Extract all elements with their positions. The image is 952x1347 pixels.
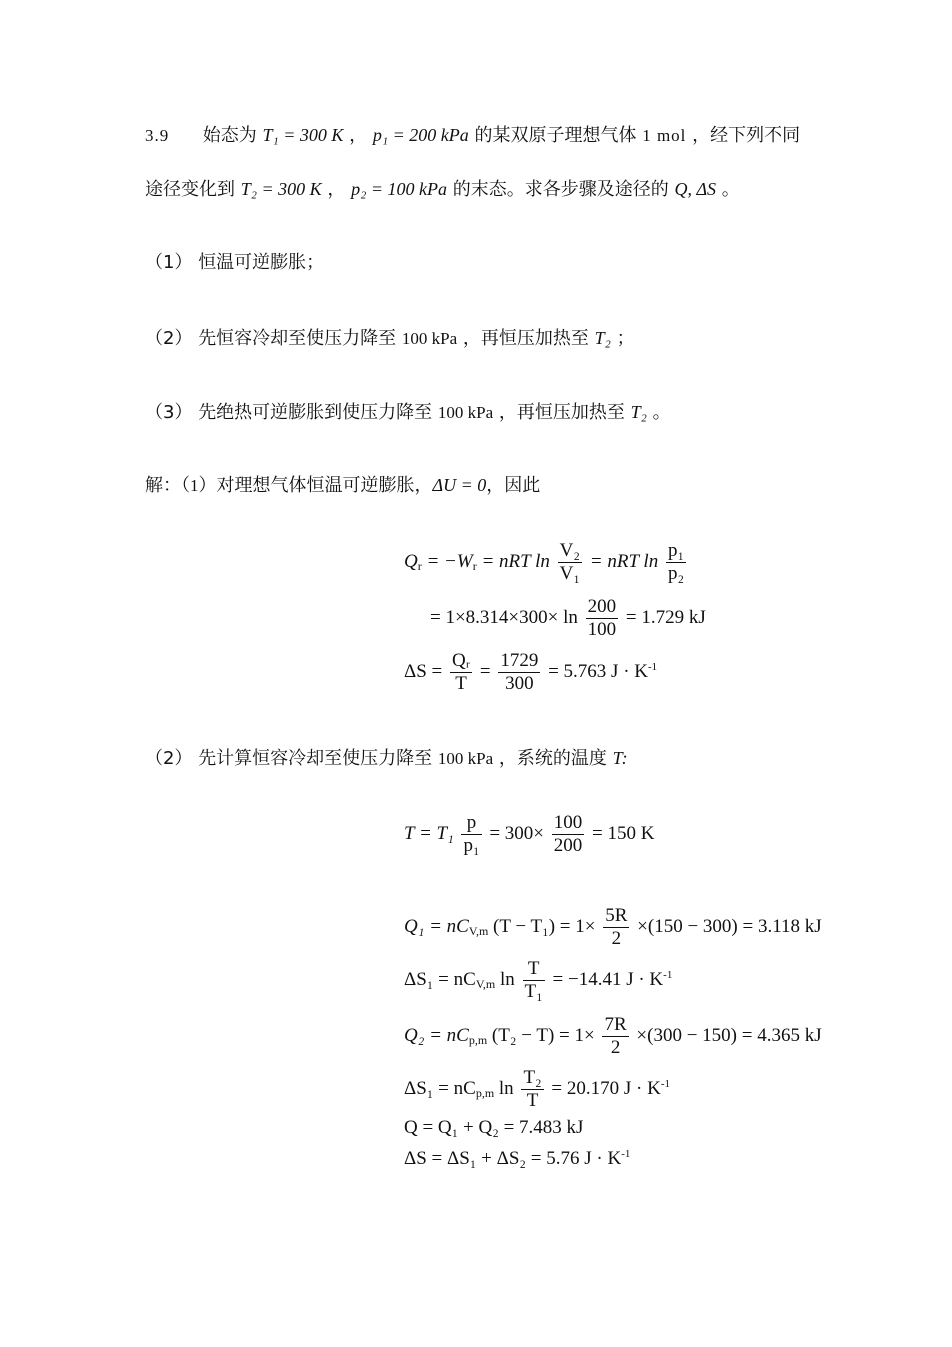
eq-result: ×(150 − 300) = 3.118 kJ xyxy=(637,915,822,937)
eq-subscript: p,m xyxy=(475,1085,495,1100)
equation-temperature xyxy=(404,812,654,857)
item-1 xyxy=(145,250,324,276)
solution-part-number: 1 xyxy=(190,476,199,495)
item-text-a: 先恒容冷却至使压力降至 xyxy=(198,328,397,349)
eq-term: = 300× xyxy=(489,822,545,844)
eq-result: ×(300 − 150) = 4.365 kJ xyxy=(636,1024,822,1046)
eq-result: = −14.41 J · K xyxy=(552,968,664,990)
eq-term: ΔS₁ = nC xyxy=(404,968,476,990)
eq-subscript: V,m xyxy=(468,923,489,938)
fraction-200-100 xyxy=(586,596,619,641)
fraction-numerator: V₂ xyxy=(559,540,581,561)
eq-subscript: V,m xyxy=(475,976,496,991)
item-number: （1） xyxy=(145,252,193,273)
eq-term: = xyxy=(479,660,491,682)
p1-expression: p₁ = 200 kPa xyxy=(372,125,469,145)
eq-term: ln xyxy=(498,1077,514,1099)
fraction-numerator: p xyxy=(461,812,481,835)
fraction-p1-p2 xyxy=(666,540,686,585)
equation-delta-s xyxy=(404,650,657,695)
exponent: -1 xyxy=(621,1148,631,1160)
eq-term: = 1×8.314×300× ln xyxy=(430,606,578,628)
eq-term: Q xyxy=(404,550,418,572)
item-2 xyxy=(145,325,635,352)
fraction-numerator: T xyxy=(523,958,545,981)
problem-text-e: 的末态。求各步骤及途径的 xyxy=(452,179,669,200)
fraction-denominator: 200 xyxy=(553,835,583,856)
fraction-numerator: p₁ xyxy=(667,540,685,561)
fraction-qr-t xyxy=(450,650,472,695)
fraction-numerator: 7R xyxy=(604,1014,627,1035)
t1-expression: T₁ = 300 K xyxy=(262,125,344,145)
fraction-7r-2 xyxy=(602,1014,628,1059)
item-number: （2） xyxy=(145,748,193,769)
pressure-value: 100 kPa xyxy=(437,403,494,422)
item-number: （2） xyxy=(145,328,193,349)
fraction-numerator: 1729 xyxy=(500,650,539,671)
solution-text: ）对理想气体恒温可逆膨胀， xyxy=(198,475,433,496)
fraction-denominator: 300 xyxy=(505,673,534,694)
equation-q1 xyxy=(404,905,822,950)
item-text: 恒温可逆膨胀； xyxy=(198,252,325,273)
fraction-5r-2 xyxy=(603,905,629,950)
problem-text-b: 的某双原子理想气体 xyxy=(474,125,637,146)
fraction-numerator: Qᵣ xyxy=(452,650,471,671)
mol-amount: 1 mol xyxy=(642,126,687,145)
eq-term: T = T₁ xyxy=(404,822,454,844)
fraction-numerator: 5R xyxy=(605,905,628,926)
exponent: -1 xyxy=(648,660,658,673)
fraction-1729-300 xyxy=(498,650,540,695)
fraction-t2-t xyxy=(521,1067,543,1112)
eq-result: = 150 K xyxy=(592,822,655,844)
equation-delta-s-total xyxy=(404,1148,630,1170)
problem-line-2 xyxy=(145,176,740,203)
part-2-text-b: ，系统的温度 xyxy=(498,748,607,769)
fraction-denominator: 100 xyxy=(587,619,617,640)
solution-end: ，因此 xyxy=(486,475,541,496)
eq-term: ΔS₁ = nC xyxy=(404,1077,476,1099)
item-3 xyxy=(145,399,671,426)
equation-q-numeric xyxy=(430,596,706,641)
t-symbol: T: xyxy=(612,748,628,768)
fraction-numerator: 200 xyxy=(587,596,617,617)
eq-term: ln xyxy=(500,968,515,990)
problem-text-a: 始态为 xyxy=(202,125,257,146)
fraction-v2-v1 xyxy=(558,540,582,585)
item-text-b: ，再恒压加热至 xyxy=(462,328,589,349)
equation-q2 xyxy=(404,1014,822,1059)
fraction-numerator: T₂ xyxy=(523,1067,542,1088)
part-2-heading xyxy=(145,745,628,772)
equation-delta-s1-p xyxy=(404,1067,670,1112)
t2-symbol: T₂ xyxy=(630,402,647,422)
eq-subscript: p,m xyxy=(468,1032,488,1047)
p2-expression: p₂ = 100 kPa xyxy=(351,179,448,199)
eq-term: ΔS = xyxy=(404,660,443,682)
pressure-value: 100 kPa xyxy=(437,749,494,768)
item-end: 。 xyxy=(652,402,671,423)
problem-line-1 xyxy=(145,122,800,149)
item-text-a: 先绝热可逆膨胀到使压力降至 xyxy=(198,402,433,423)
exponent: -1 xyxy=(660,1077,671,1090)
eq-term: Q₁ = nC xyxy=(404,915,469,937)
eq-result: = 5.763 J · K xyxy=(548,660,648,682)
equation-q-total xyxy=(404,1117,583,1139)
item-number: （3） xyxy=(145,402,193,423)
fraction-denominator: V₁ xyxy=(559,563,581,584)
eq-result: = 1.729 kJ xyxy=(625,606,706,628)
fraction-denominator: p₂ xyxy=(667,563,685,584)
t2-expression: T₂ = 300 K xyxy=(240,179,322,199)
fraction-p-p1 xyxy=(461,812,481,857)
solution-intro xyxy=(145,472,540,499)
equation-delta-s1-v xyxy=(404,958,672,1003)
exponent: -1 xyxy=(663,968,673,981)
problem-text-d: 途径变化到 xyxy=(145,179,235,200)
eq-term: = −W xyxy=(421,550,473,572)
q-ds-symbols: Q, ΔS xyxy=(674,179,717,199)
fraction-denominator: 2 xyxy=(610,1037,621,1058)
fraction-denominator: T₁ xyxy=(524,981,543,1002)
fraction-100-200 xyxy=(552,812,585,857)
eq-term: = nRT ln xyxy=(476,550,550,572)
fraction-numerator: 100 xyxy=(553,812,583,833)
eq-result: = 20.170 J · K xyxy=(551,1077,661,1099)
eq-term: = nRT ln xyxy=(589,550,659,572)
fraction-t-t1 xyxy=(523,958,545,1003)
problem-number: 3.9 xyxy=(145,126,170,145)
item-text-b: ，再恒压加热至 xyxy=(498,402,625,423)
fraction-denominator: p₁ xyxy=(463,835,480,856)
comma: ， xyxy=(327,179,346,200)
eq-result: ΔS = ΔS₁ + ΔS₂ = 5.76 J · K xyxy=(404,1148,622,1169)
problem-text-f: 。 xyxy=(721,179,740,200)
eq-term: (T − T₁) = 1× xyxy=(493,915,596,937)
t2-symbol: T₂ xyxy=(594,328,611,348)
eq-term: (T₂ − T) = 1× xyxy=(491,1024,595,1046)
equation-q-reversible: $Q_r = -W_r$ = nRT ln $\frac{\text{V₂}}{\text{V₁}}$ = nRT ln $\frac{\text{p₁}}{\text{p₂}}$ xyxy=(404,540,685,584)
delta-u-zero: ΔU = 0 xyxy=(432,475,487,495)
item-end: ； xyxy=(616,328,635,349)
fraction-denominator: 2 xyxy=(611,928,622,949)
solution-lead: 解：（ xyxy=(145,475,190,496)
comma: ， xyxy=(349,125,368,146)
eq-term: Q₂ = nC xyxy=(404,1024,469,1046)
problem-text-c: ，经下列不同 xyxy=(692,125,801,146)
part-2-text: 先计算恒容冷却至使压力降至 xyxy=(198,748,433,769)
fraction-denominator: T xyxy=(526,1090,539,1111)
fraction-denominator: T xyxy=(455,673,467,694)
eq-result: Q = Q₁ + Q₂ = 7.483 kJ xyxy=(404,1117,584,1138)
pressure-value: 100 kPa xyxy=(401,329,458,348)
